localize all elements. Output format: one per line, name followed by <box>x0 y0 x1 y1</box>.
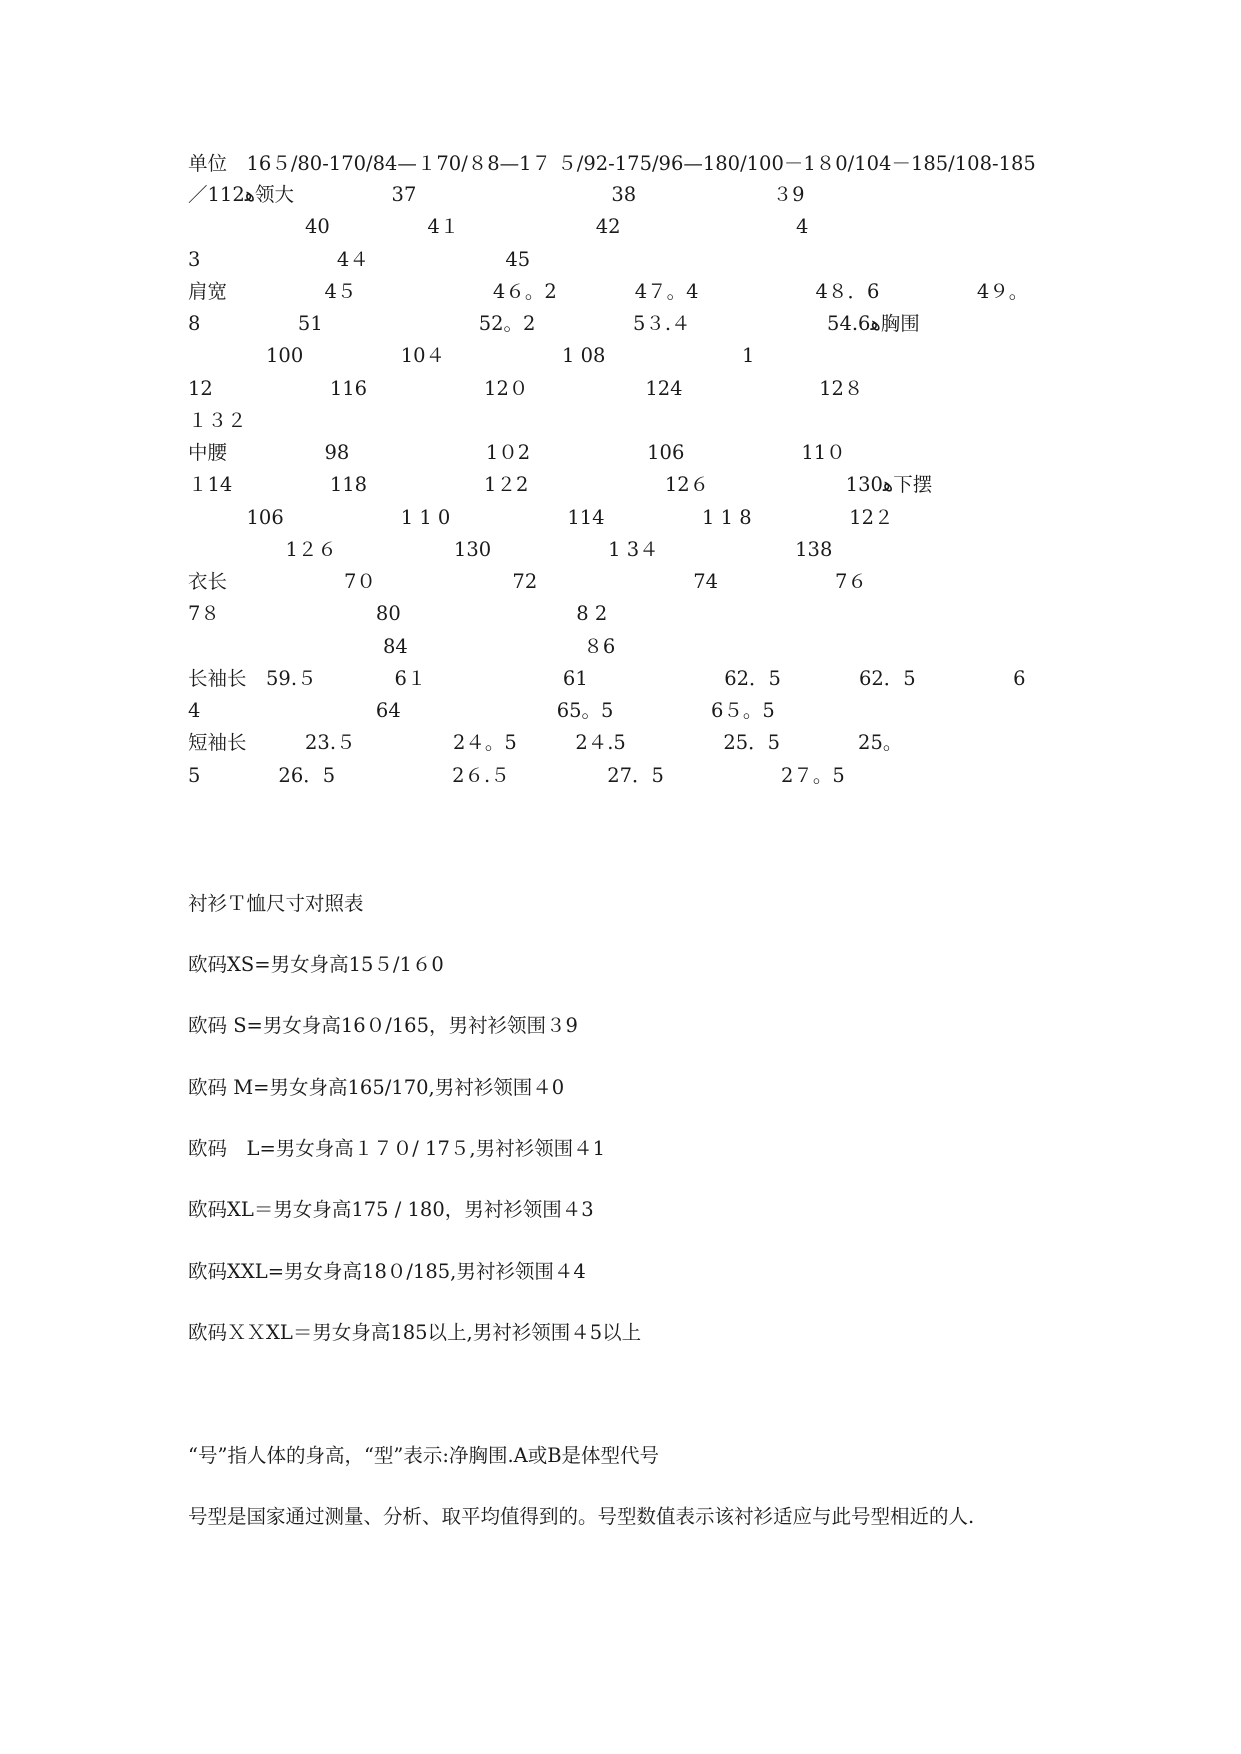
size-table-line: 84 ８6 <box>188 635 616 658</box>
shirt-size-row: 欧码 L=男女身高１７０/ 17５,男衬衫领围４1 <box>188 1137 605 1160</box>
size-table-line: 肩宽 4５ 4６。2 4７。4 4８．6 4９。 <box>188 280 1029 303</box>
note-line: 号型是国家通过测量、分析、取平均值得到的。号型数值表示该衬衫适应与此号型相近的人. <box>188 1505 975 1528</box>
size-table-line: １14 118 1２2 12６ 130ﻫ下摆 <box>188 473 933 496</box>
shirt-size-row: 欧码 M=男女身高165/170,男衬衫领围４0 <box>188 1076 565 1099</box>
size-table-line: 7８ 80 8 2 <box>188 602 608 625</box>
shirt-table-title: 衬衫Ｔ恤尺寸对照表 <box>188 892 364 915</box>
size-table-line: ／112ﻫ领大 37 38 ３9 <box>188 183 805 206</box>
size-table-line: 106 1 1 0 114 1 1 8 12２ <box>188 506 894 529</box>
size-table-line: １３２ <box>188 409 247 432</box>
shirt-size-row: 欧码XL＝男女身高175 / 180，男衬衫领围４3 <box>188 1198 594 1221</box>
shirt-size-row: 欧码XS=男女身高15５/1６0 <box>188 953 444 976</box>
size-table-line: 100 10４ 1 08 1 <box>188 344 755 367</box>
size-table-line: 4 64 65。5 6５。5 <box>188 699 775 722</box>
size-table-line: 衣长 7０ 72 74 7６ <box>188 570 867 593</box>
size-table-line: 5 26．5 2６.５ 27．5 2７。5 <box>188 764 845 787</box>
note-line: “号”指人体的身高，“型”表示:净胸围.A或B是体型代号 <box>188 1444 660 1467</box>
shirt-size-row: 欧码 S=男女身高16０/165，男衬衫领围３9 <box>188 1014 578 1037</box>
size-table-line: 1２６ 130 1 3４ 138 <box>188 538 833 561</box>
size-table-line: 短袖长 23.５ 2４。5 2４.5 25．5 25。 <box>188 731 903 754</box>
shirt-size-row: 欧码ＸＸXL＝男女身高185以上,男衬衫领围４5以上 <box>188 1321 642 1344</box>
size-table-line: 单位 16５/80-170/84—１70/８8—1７ ５/92-175/96—180/100－1８0/104－185/108-185 <box>188 152 1036 175</box>
size-table-line: 中腰 98 1０2 106 11０ <box>188 441 846 464</box>
size-table-line: 3 4４ 45 <box>188 248 531 271</box>
size-table-line: 长袖长 59.５ 6１ 61 62．5 62．5 6 <box>188 667 1026 690</box>
size-table-line: 8 51 52。2 5３.４ 54.6ﻫ胸围 <box>188 312 920 335</box>
size-table-line: 12 116 12０ 124 12８ <box>188 377 864 400</box>
size-table-line: 40 4１ 42 4 <box>188 215 809 238</box>
shirt-size-row: 欧码XXL=男女身高18０/185,男衬衫领围４4 <box>188 1260 586 1283</box>
